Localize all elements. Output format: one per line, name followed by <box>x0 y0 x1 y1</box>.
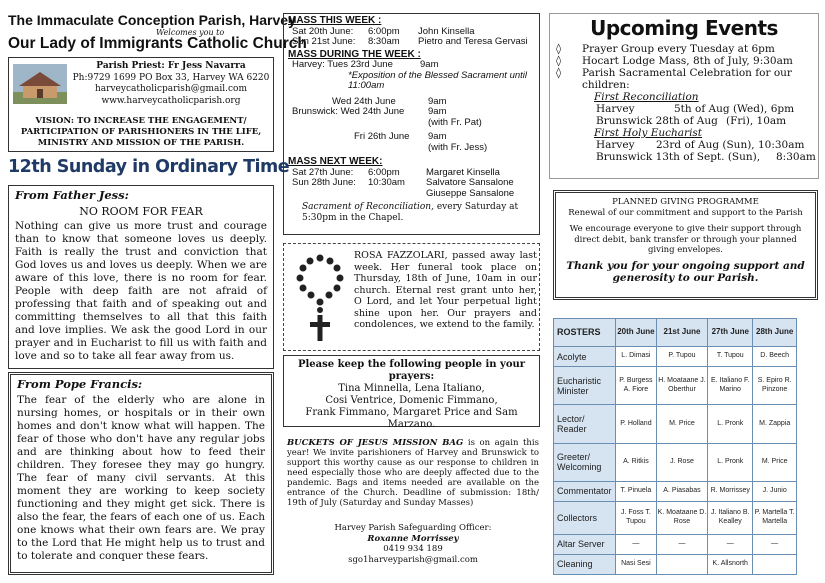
roster-cell: L. Dimasi <box>616 347 657 367</box>
safeguarding-title: Harvey Parish Safeguarding Officer: <box>334 523 492 533</box>
mass-day: Sat 27th June: <box>292 166 354 178</box>
rosters-header-row <box>554 319 797 347</box>
pope-francis-body: The fear of the elderly who are alone in nursing homes, or hospitals or in their own homes and don't know what will happen. The fear of those who don't have any regular jobs and are thinking about how to feed their children. They foresee they may go hungry. The fear of many civil servants. At this moment they are working to keep society functioning and they might get sick. There is also the fear, the fears of each one of us. Each one knows what their own fears are. We pray to the Lord that He might help us to trust and to tolerate and conquer these fears. <box>17 394 265 562</box>
upcoming-events-box <box>549 13 819 179</box>
roster-cell: J. Rose <box>656 443 707 481</box>
safeguarding-phone: 0419 934 189 <box>383 544 443 554</box>
roster-cell: R. Morrissey <box>708 481 753 501</box>
role-cell: Lector/ Reader <box>554 405 616 443</box>
table-row <box>554 443 797 481</box>
giving-renewal: Renewal of our commitment and support to the Parish <box>568 207 803 218</box>
obituary-box <box>283 243 540 351</box>
event-item: ◊ Prayer Group every Tuesday at 6pm <box>556 43 818 55</box>
mass-next-heading: MASS NEXT WEEK: <box>288 156 383 167</box>
harvey-tues-time: 9am <box>420 59 439 70</box>
eu-harvey-date: 23rd of Aug (Sun), 10:30am <box>656 139 805 151</box>
roster-cell: J. Foss T. Tupou <box>616 502 657 535</box>
table-row <box>554 367 797 405</box>
mass-intention: Salvatore Sansalone <box>426 177 514 188</box>
bucket-notice <box>287 438 539 508</box>
mass-intention: Margaret Kinsella <box>426 166 500 178</box>
parish-name: The Immaculate Conception Parish, Harvey <box>8 12 296 28</box>
roster-cell: J. Junio <box>753 481 797 501</box>
mass-time: 10:30am <box>368 177 405 188</box>
parish-website[interactable]: www.harveycatholicparish.org <box>101 95 241 106</box>
harvey-wed-time: 9am <box>428 95 447 107</box>
role-cell: Greeter/ Welcoming <box>554 443 616 481</box>
roster-cell: E. Italiano F. Marino <box>708 367 753 405</box>
reconciliation-note <box>288 202 535 224</box>
roster-cell: M. Price <box>753 443 797 481</box>
roster-cell: K. Moataane D. Rose <box>656 502 707 535</box>
giving-title: PLANNED GIVING PROGRAMME <box>612 197 759 207</box>
roster-cell: — <box>708 534 753 554</box>
rosary-icon <box>294 252 346 344</box>
reconciliation-italic: Sacrament of Reconciliation, <box>302 202 434 212</box>
brunswick-wed: Brunswick: Wed 24th June <box>292 106 405 117</box>
table-row <box>554 481 797 501</box>
exposition-note: *Exposition of the Blessed Sacrament until 11:00am <box>348 69 528 91</box>
prayers-line-3: Frank Fimmano, Margaret Price and Sam Marzano. <box>305 407 518 430</box>
mass-row <box>288 37 535 48</box>
date-header: 27th June <box>708 319 753 347</box>
date-header: 21st June <box>656 319 707 347</box>
roster-cell: M. Price <box>656 405 707 443</box>
first-eucharist: First Holy Eucharist <box>594 127 703 139</box>
role-cell: Altar Server <box>554 534 616 554</box>
father-jess-subtitle: NO ROOM FOR FEAR <box>79 205 203 218</box>
brunswick-wed-with: (with Fr. Pat) <box>428 116 482 128</box>
mass-times-box <box>283 13 540 235</box>
pope-francis-box <box>8 372 274 575</box>
parish-priest: Parish Priest: Fr Jess Navarra <box>96 61 246 71</box>
father-jess-body: Nothing can give us more trust and courage than to know that someone loves us deeply. Faith is really the trust and conviction that God loves us and loves us deeply. When we are aware of this love, there is no room for fear. People with deep faith are not afraid of professing that faith and of speaking out and committing themselves to all that this faith and love implies. We ask the good Lord in our prayer and in Eucharist to fill us with faith and love and so to take all fear away from us. <box>15 220 267 362</box>
roster-cell: P. Holland <box>616 405 657 443</box>
roster-cell <box>753 554 797 574</box>
role-cell: Cleaning <box>554 554 616 574</box>
sunday-title: 12th Sunday in Ordinary Time <box>8 157 290 177</box>
table-row <box>554 534 797 554</box>
mass-day: Sun 28th June: <box>292 177 356 188</box>
date-header: 28th June <box>753 319 797 347</box>
roster-cell: A. Ritkis <box>616 443 657 481</box>
rosters-header: ROSTERS <box>554 319 616 347</box>
role-cell: Commentator <box>554 481 616 501</box>
eu-brunswick-time: 8:30am <box>776 151 816 163</box>
mass-time: 8:30am <box>368 36 400 47</box>
table-row <box>554 502 797 535</box>
brunswick-fri-time: 9am <box>428 131 447 142</box>
roster-cell: L. Pronk <box>708 405 753 443</box>
upcoming-title: Upcoming Events <box>590 16 778 40</box>
mass-day: Sun 21st June: <box>292 36 356 47</box>
rec-brunswick-label: Brunswick 28th of Aug <box>596 115 718 127</box>
mass-time: 6:00pm <box>368 25 400 37</box>
roster-cell <box>656 554 707 574</box>
roster-cell: P. Burgess A. Fiore <box>616 367 657 405</box>
prayers-heading: Please keep the following people in your prayers: <box>297 359 526 382</box>
roster-cell: T. Tupou <box>708 347 753 367</box>
mass-intention: Pietro and Teresa Gervasi <box>418 36 528 47</box>
roster-cell: L. Pronk <box>708 443 753 481</box>
parish-email[interactable]: harveycatholicparish@gmail.com <box>95 84 247 94</box>
mass-during-heading: MASS DURING THE WEEK : <box>288 48 421 60</box>
rec-brunswick-date: (Fri), 10am <box>726 115 787 127</box>
brunswick-fri: Fri 26th June <box>354 131 410 142</box>
planned-giving-box <box>553 190 818 300</box>
harvey-wed: Wed 24th June <box>332 95 396 107</box>
roster-cell: P. Tupou <box>656 347 707 367</box>
brunswick-fri-with: (with Fr. Jess) <box>428 141 488 153</box>
bucket-heading: BUCKETS OF JESUS MISSION BAG <box>287 438 464 448</box>
roster-cell: — <box>616 534 657 554</box>
mass-day: Sat 20th June: <box>292 25 354 37</box>
rec-harvey-date: 5th of Aug (Wed), 6pm <box>674 103 795 115</box>
giving-thanks: Thank you for your ongoing support and generosity to our Parish. <box>566 259 805 284</box>
church-photo <box>13 64 67 104</box>
eu-harvey-label: Harvey <box>596 139 635 151</box>
reconciliation-rest: every Saturday at 5:30pm in the Chapel. <box>302 202 519 223</box>
giving-encourage: We encourage everyone to give their support through direct debit, bank transfer or through your planned giving envelopes. <box>569 224 802 255</box>
roster-cell: S. Epiro R. Pinzone <box>753 367 797 405</box>
role-cell: Collectors <box>554 502 616 535</box>
table-row <box>554 554 797 574</box>
role-cell: Acolyte <box>554 347 616 367</box>
table-row <box>554 405 797 443</box>
church-name: Our Lady of Immigrants Catholic Church <box>8 35 307 52</box>
mass-time: 6:00pm <box>368 166 400 178</box>
harvey-tues: Harvey: Tues 23rd June <box>292 59 393 70</box>
welcome-text: Welcomes you to <box>156 28 225 37</box>
roster-cell: J. Italiano B. Kealley <box>708 502 753 535</box>
eu-brunswick-label: Brunswick 13th of Sept. (Sun), <box>596 151 761 163</box>
pope-francis-heading: From Pope Francis: <box>17 377 143 391</box>
father-jess-box <box>8 185 274 369</box>
roster-cell: H. Moataane J. Oberthur <box>656 367 707 405</box>
roster-cell: Nasi Sesi <box>616 554 657 574</box>
date-header: 20th June <box>616 319 657 347</box>
event-item: ◊ Hocart Lodge Mass, 8th of July, 9:30am <box>556 55 818 67</box>
prayers-line-1: Tina Minnella, Lena Italiano, <box>338 383 485 394</box>
mass-row <box>288 178 535 189</box>
rec-harvey-label: Harvey <box>596 103 635 115</box>
roster-cell: M. Zappia <box>753 405 797 443</box>
mass-intention: John Kinsella <box>418 25 475 37</box>
parish-info-box <box>8 57 274 152</box>
phone-po-box: Ph:9729 1699 PO Box 33, Harvey WA 6220 <box>72 72 270 83</box>
safeguarding-email[interactable]: sgo1harveyparish@gmail.com <box>348 554 478 565</box>
mass-this-week-heading: MASS THIS WEEK : <box>288 15 382 26</box>
roster-cell: D. Beech <box>753 347 797 367</box>
roster-cell: P. Martella T. Martella <box>753 502 797 535</box>
brunswick-wed-time: 9am <box>428 106 447 117</box>
roster-cell: K. Allsnorth <box>708 554 753 574</box>
rosters-table <box>553 318 797 575</box>
mass-intention-extra: Giuseppe Sansalone <box>426 187 515 199</box>
roster-cell: A. Piasabas <box>656 481 707 501</box>
obituary-text: ROSA FAZZOLARI, passed away last week. Her funeral took place on Thursday, 18th of June, 10am in our church. Eternal rest grant unto her, O Lord, and let Your perpetual light shine upon her. Our prayers and condolences, we extend to the family. <box>354 250 537 330</box>
roster-cell: — <box>656 534 707 554</box>
prayers-line-2: Cosi Ventrice, Domenic Fimmano, <box>325 395 498 406</box>
prayers-box <box>283 355 540 430</box>
safeguarding-name: Roxanne Morrissey <box>367 533 459 544</box>
first-reconciliation: First Reconciliation <box>594 91 699 103</box>
roster-cell: T. Pinuela <box>616 481 657 501</box>
father-jess-heading: From Father Jess: <box>15 188 129 202</box>
event-item: ◊ Parish Sacramental Celebration for our children: <box>556 67 818 91</box>
table-row <box>554 347 797 367</box>
role-cell: Eucharistic Minister <box>554 367 616 405</box>
safeguarding-officer <box>287 523 539 565</box>
bucket-body: is on again this year! We invite parishioners of Harvey and Brunswick to support this worthy cause as our response to children in need especially those who are deeply affected due to the pandemic. Bags and items needed are available on the entrance of the Church. Deadline of submission: 18th/ 19th of July (Saturday and Sunday Masses) <box>287 438 539 508</box>
vision-statement: VISION: TO INCREASE THE ENGAGEMENT/ PARTICIPATION OF PARISHIONERS IN THE LIFE, MINISTRY AND MISSION OF THE PARISH. <box>20 116 262 148</box>
roster-cell: — <box>753 534 797 554</box>
